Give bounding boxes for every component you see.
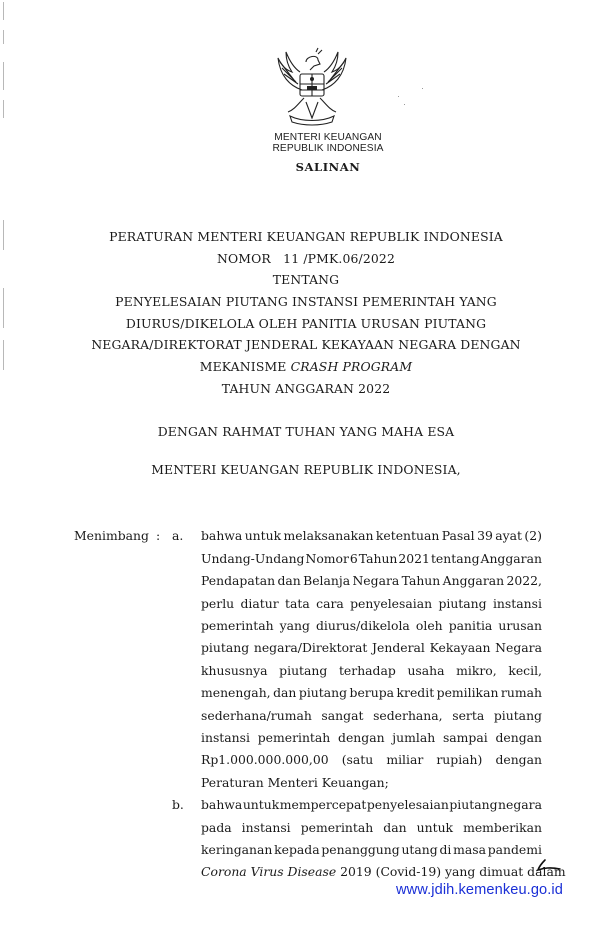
item-a-line: Peraturan Menteri Keuangan; — [201, 775, 389, 790]
regulation-about-label: TENTANG — [272, 272, 340, 287]
scan-speck — [422, 88, 423, 89]
item-a-line: sederhana/rumah sangat sederhana, serta piutang — [201, 708, 542, 723]
regulation-title: PERATURAN MENTERI KEUANGAN REPUBLIK INDONESIA — [109, 229, 503, 244]
blessing-line: DENGAN RAHMAT TUHAN YANG MAHA ESA — [157, 424, 455, 439]
considering-colon: : — [156, 528, 161, 543]
garuda-emblem-icon — [272, 46, 352, 130]
regulation-subject-line: PENYELESAIAN PIUTANG INSTANSI PEMERINTAH YANG — [115, 294, 497, 309]
item-b-line: keringanan kepada penanggung utang di masa pandemi — [201, 842, 542, 857]
item-b-line: bahwa untuk mempercepat penyelesaian piutang negara — [201, 797, 542, 812]
item-a-line: Undang-Undang Nomor 6 Tahun 2021 tentang Anggaran — [201, 551, 542, 566]
copy-label: SALINAN — [295, 160, 361, 174]
regulation-fiscal-year: TAHUN ANGGARAN 2022 — [221, 381, 391, 396]
regulation-subject-line — [0, 359, 612, 374]
regulation-subject-line: DIURUS/DIKELOLA OLEH PANITIA URUSAN PIUTANG — [125, 316, 487, 331]
considering-label: Menimbang — [74, 528, 149, 543]
item-a-line: perlu diatur tata cara penyelesaian piutang instansi — [201, 596, 542, 611]
item-b-line: pada instansi pemerintah dan untuk memberikan — [201, 820, 542, 835]
item-marker-a: a. — [172, 528, 184, 543]
item-a-line: Rp1.000.000.000,00 (satu miliar rupiah) dengan — [201, 752, 542, 767]
item-a-line: pemerintah yang diurus/dikelola oleh panitia urusan — [201, 618, 542, 633]
scan-edge-artifact — [3, 100, 4, 118]
item-a-line: khususnya piutang terhadap usaha mikro, kecil, — [201, 663, 542, 678]
regulation-subject-line: NEGARA/DIREKTORAT JENDERAL KEKAYAAN NEGARA DENGAN — [91, 337, 521, 352]
item-a-line: instansi pemerintah dengan jumlah sampai dengan — [201, 730, 542, 745]
scan-edge-artifact — [3, 2, 4, 20]
subject-italic-text: CRASH PROGRAM — [290, 359, 413, 374]
initial-signature-mark — [536, 858, 564, 872]
authority-line: MENTERI KEUANGAN REPUBLIK INDONESIA, — [151, 462, 461, 477]
scan-edge-artifact — [3, 30, 4, 44]
item-a-line: piutang negara/Direktorat Jenderal Kekayaan Negara — [201, 640, 542, 655]
item-a-line: menengah, dan piutang berupa kredit pemilikan rumah — [201, 685, 542, 700]
scan-speck — [398, 96, 399, 97]
regulation-number: NOMOR 11 /PMK.06/2022 — [216, 251, 395, 266]
scan-speck — [404, 104, 405, 105]
item-b-text: 2019 (Covid-19) yang dimuat dalam — [336, 864, 566, 879]
country-name: REPUBLIK INDONESIA — [272, 143, 384, 154]
item-a-line: Pendapatan dan Belanja Negara Tahun Anggaran 2022, — [201, 573, 542, 588]
item-b-line — [201, 864, 566, 879]
item-b-italic-text: Corona Virus Disease — [201, 864, 337, 879]
item-a-line: bahwa untuk melaksanakan ketentuan Pasal 39 ayat (2) — [201, 528, 542, 543]
ministry-name: MENTERI KEUANGAN — [274, 132, 382, 143]
item-marker-b: b. — [172, 797, 184, 812]
jdih-website-link[interactable]: www.jdih.kemenkeu.go.id — [396, 882, 563, 898]
subject-text: MEKANISME — [199, 359, 291, 374]
scan-edge-artifact — [3, 62, 4, 90]
